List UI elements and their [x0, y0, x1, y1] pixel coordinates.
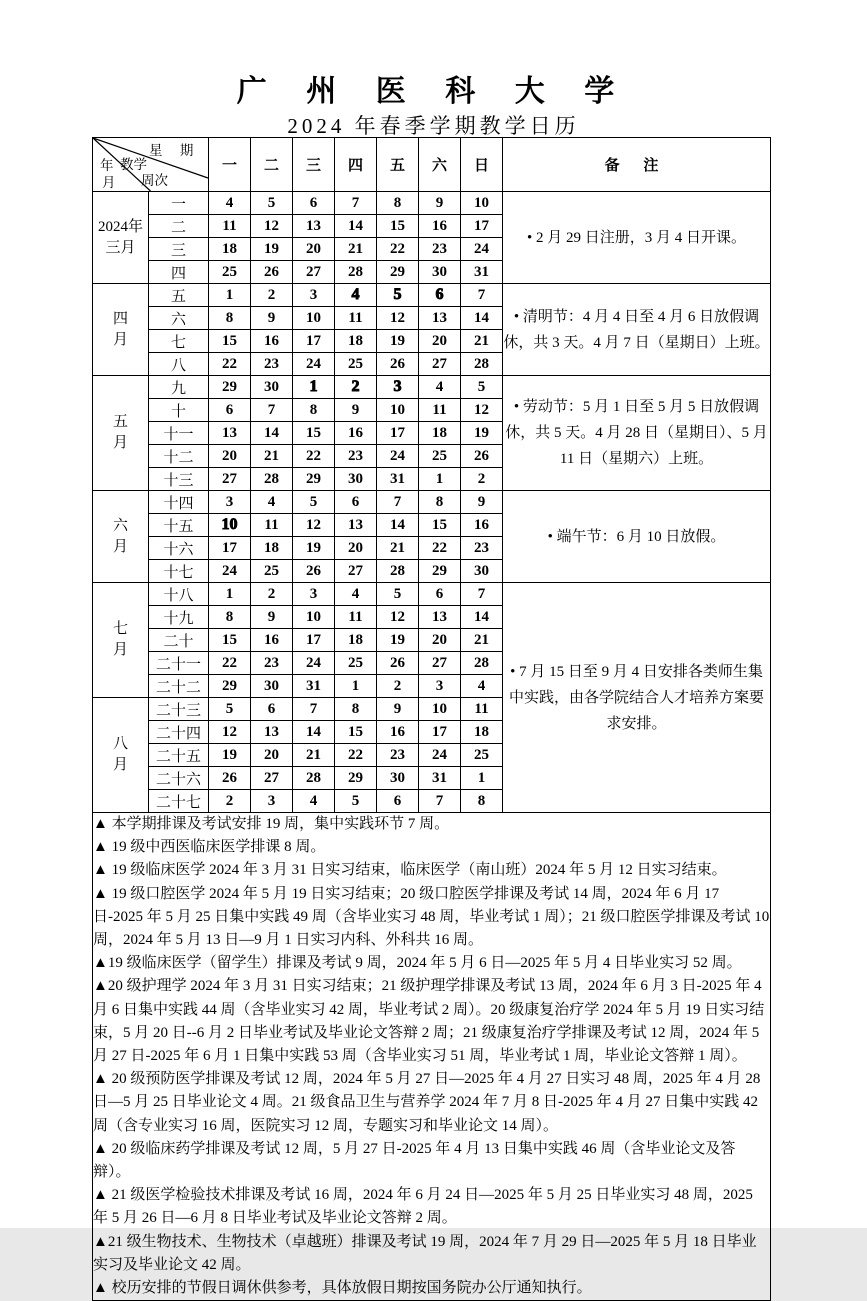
month-label: 2024年 三月 — [93, 192, 149, 284]
footnote-item: ▲ 本学期排课及考试安排 19 周，集中实践环节 7 周。 — [93, 816, 450, 832]
date-cell: 17 — [461, 215, 503, 238]
corner-teaching-label: 教学 — [120, 157, 147, 172]
date-cell: 14 — [461, 307, 503, 330]
date-cell: 24 — [419, 744, 461, 767]
footnote-item: ▲21 级生物技术、生物技术（卓越班）排课及考试 19 周，2024 年 7 月 29 日—2025 年 5 月 18 日毕业实习及毕业论文 42 周。 — [93, 1233, 757, 1273]
remark-cell: • 劳动节：5 月 1 日至 5 月 5 日放假调休，共 5 天。4 月 28 日（星期日）、5 月 11 日（星期六）上班。 — [503, 376, 771, 491]
date-cell: 28 — [335, 261, 377, 284]
date-cell: 26 — [251, 261, 293, 284]
date-cell: 29 — [209, 376, 251, 399]
date-cell: 25 — [335, 353, 377, 376]
teaching-week-number: 六 — [149, 307, 209, 330]
date-cell: 13 — [209, 422, 251, 445]
date-cell: 25 — [335, 652, 377, 675]
footnote-item: ▲19 级临床医学（留学生）排课及考试 9 周，2024 年 5 月 6 日—2025 年 5 月 4 日毕业实习 52 周。 — [93, 955, 742, 972]
date-cell: 10 — [293, 606, 335, 629]
date-cell: 2 — [251, 583, 293, 606]
date-cell: 19 — [377, 330, 419, 353]
date-cell: 26 — [461, 445, 503, 468]
month-label: 四 月 — [93, 284, 149, 376]
date-cell: 6 — [251, 698, 293, 721]
date-cell: 23 — [251, 652, 293, 675]
teaching-week-number: 二十三 — [149, 698, 209, 721]
date-cell: 13 — [293, 215, 335, 238]
date-cell: 26 — [209, 767, 251, 790]
date-cell: 7 — [335, 192, 377, 215]
date-cell: 18 — [335, 330, 377, 353]
date-cell: 4 — [209, 192, 251, 215]
date-cell: 31 — [419, 767, 461, 790]
date-cell: 1 — [209, 583, 251, 606]
date-cell: 22 — [293, 445, 335, 468]
teaching-week-number: 十五 — [149, 514, 209, 537]
date-cell: 22 — [377, 238, 419, 261]
date-cell: 13 — [335, 514, 377, 537]
date-cell: 11 — [209, 215, 251, 238]
date-cell: 12 — [209, 721, 251, 744]
date-cell: 25 — [251, 560, 293, 583]
teaching-week-number: 二十五 — [149, 744, 209, 767]
remark-cell: • 端午节：6 月 10 日放假。 — [503, 491, 771, 583]
date-cell: 3 — [293, 583, 335, 606]
date-cell: 7 — [377, 491, 419, 514]
date-cell: 23 — [419, 238, 461, 261]
date-cell: 30 — [251, 675, 293, 698]
teaching-week-number: 九 — [149, 376, 209, 399]
date-cell: 20 — [335, 537, 377, 560]
date-cell: 16 — [251, 629, 293, 652]
footnotes-cell — [93, 813, 771, 1301]
date-cell-holiday: 5 — [377, 284, 419, 307]
date-cell: 9 — [377, 698, 419, 721]
date-cell: 16 — [251, 330, 293, 353]
weekday-header-sat: 六 — [419, 138, 461, 192]
remark-cell: • 清明节：4 月 4 日至 4 月 6 日放假调休，共 3 天。4 月 7 日（星期日）上班。 — [503, 284, 771, 376]
date-cell: 18 — [209, 238, 251, 261]
date-cell: 24 — [377, 445, 419, 468]
date-cell: 3 — [251, 790, 293, 813]
teaching-week-number: 二十四 — [149, 721, 209, 744]
date-cell: 1 — [419, 468, 461, 491]
weekday-header-sun: 日 — [461, 138, 503, 192]
date-cell: 9 — [251, 307, 293, 330]
teaching-week-number: 二十 — [149, 629, 209, 652]
teaching-week-number: 一 — [149, 192, 209, 215]
footnotes-list — [93, 813, 770, 1300]
date-cell: 7 — [461, 583, 503, 606]
date-cell: 7 — [251, 399, 293, 422]
date-cell: 18 — [335, 629, 377, 652]
date-cell-holiday: 4 — [335, 284, 377, 307]
date-cell: 17 — [377, 422, 419, 445]
date-cell: 21 — [461, 330, 503, 353]
date-cell: 22 — [419, 537, 461, 560]
footnote-item: ▲ 20 级临床药学排课及考试 12 周，5 月 27 日-2025 年 4 月 13 日集中实践 46 周（含毕业论文及答辩）。 — [93, 1140, 736, 1181]
date-cell: 15 — [293, 422, 335, 445]
footnote-item: ▲ 20 级预防医学排课及考试 12 周，2024 年 5 月 27 日—2025 年 4 月 27 日实习 48 周，2025 年 4 月 28 日—5 月 25 日毕业论文 4 周。21 级食品卫生与营养学 2024 年 7 月 8 日-2025 年 4 月 27 日集中实践 42 周（含专业实习 16 周，医院实习 12 周，专题实习和毕业论文 14 周）。 — [93, 1071, 761, 1134]
date-cell: 30 — [251, 376, 293, 399]
date-cell: 29 — [377, 261, 419, 284]
date-cell: 17 — [209, 537, 251, 560]
date-cell: 26 — [377, 652, 419, 675]
date-cell: 19 — [209, 744, 251, 767]
teaching-week-number: 十六 — [149, 537, 209, 560]
date-cell: 27 — [251, 767, 293, 790]
date-cell: 18 — [461, 721, 503, 744]
date-cell: 8 — [335, 698, 377, 721]
date-cell: 8 — [209, 606, 251, 629]
date-cell: 21 — [335, 238, 377, 261]
teaching-week-number: 八 — [149, 353, 209, 376]
weekday-header-fri: 五 — [377, 138, 419, 192]
date-cell-holiday: 1 — [293, 376, 335, 399]
teaching-week-number: 四 — [149, 261, 209, 284]
date-cell: 7 — [293, 698, 335, 721]
date-cell: 25 — [461, 744, 503, 767]
teaching-week-number: 十 — [149, 399, 209, 422]
date-cell-holiday: 2 — [335, 376, 377, 399]
date-cell: 31 — [293, 675, 335, 698]
date-cell: 10 — [377, 399, 419, 422]
teaching-week-number: 十七 — [149, 560, 209, 583]
corner-year-label: 年 — [100, 158, 114, 173]
date-cell: 5 — [209, 698, 251, 721]
date-cell: 13 — [419, 606, 461, 629]
date-cell: 27 — [209, 468, 251, 491]
date-cell: 8 — [293, 399, 335, 422]
teaching-week-number: 二十七 — [149, 790, 209, 813]
date-cell: 26 — [377, 353, 419, 376]
remark-cell: • 7 月 15 日至 9 月 4 日安排各类师生集中实践，由各学院结合人才培养方案要求安排。 — [503, 583, 771, 813]
remark-cell: • 2 月 29 日注册，3 月 4 日开课。 — [503, 192, 771, 284]
date-cell: 1 — [335, 675, 377, 698]
date-cell: 29 — [335, 767, 377, 790]
month-label: 八 月 — [93, 698, 149, 813]
date-cell: 7 — [461, 284, 503, 307]
date-cell: 8 — [419, 491, 461, 514]
month-label: 六 月 — [93, 491, 149, 583]
date-cell: 22 — [335, 744, 377, 767]
date-cell: 21 — [293, 744, 335, 767]
date-cell: 8 — [377, 192, 419, 215]
weekday-header-tue: 二 — [251, 138, 293, 192]
date-cell: 16 — [419, 215, 461, 238]
date-cell: 16 — [335, 422, 377, 445]
date-cell: 19 — [461, 422, 503, 445]
date-cell: 27 — [419, 353, 461, 376]
teaching-week-number: 十二 — [149, 445, 209, 468]
date-cell: 2 — [251, 284, 293, 307]
month-label: 五 月 — [93, 376, 149, 491]
date-cell: 20 — [209, 445, 251, 468]
footnote-item: ▲ 19 级口腔医学 2024 年 5 月 19 日实习结束；20 级口腔医学排课及考试 14 周，2024 年 6 月 17 日-2025 年 5 月 25 日集中实践 49 周（含毕业实习 48 周，毕业考试 1 周）；21 级口腔医学排课及考试 10 周，2024 年 5 月 13 日—9 月 1 日实习内科、外科共 16 周。 — [93, 885, 770, 949]
date-cell: 24 — [209, 560, 251, 583]
date-cell: 23 — [251, 353, 293, 376]
date-cell: 11 — [419, 399, 461, 422]
date-cell-holiday: 3 — [377, 376, 419, 399]
teaching-week-number: 五 — [149, 284, 209, 307]
date-cell: 28 — [461, 652, 503, 675]
corner-cell — [93, 138, 209, 192]
date-cell: 3 — [209, 491, 251, 514]
date-cell: 21 — [461, 629, 503, 652]
date-cell: 16 — [377, 721, 419, 744]
date-cell: 27 — [419, 652, 461, 675]
header-row — [93, 138, 771, 192]
remarks-header: 备 注 — [503, 138, 771, 192]
date-cell: 10 — [293, 307, 335, 330]
date-cell: 15 — [335, 721, 377, 744]
teaching-week-number: 二十六 — [149, 767, 209, 790]
date-cell: 30 — [461, 560, 503, 583]
teaching-calendar-table — [92, 137, 771, 1301]
date-cell: 19 — [377, 629, 419, 652]
date-cell: 23 — [335, 445, 377, 468]
date-cell: 15 — [419, 514, 461, 537]
footnote-item: ▲ 校历安排的节假日调休供参考，具体放假日期按国务院办公厅通知执行。 — [93, 1280, 592, 1297]
date-cell: 7 — [419, 790, 461, 813]
date-cell: 13 — [251, 721, 293, 744]
date-cell: 11 — [335, 606, 377, 629]
date-cell: 9 — [419, 192, 461, 215]
date-cell: 9 — [461, 491, 503, 514]
date-cell: 15 — [209, 629, 251, 652]
corner-weekno-label: 周次 — [141, 173, 168, 188]
date-cell: 6 — [335, 491, 377, 514]
teaching-week-number: 十四 — [149, 491, 209, 514]
date-cell: 3 — [419, 675, 461, 698]
date-cell: 5 — [251, 192, 293, 215]
footnote-item: ▲ 21 级医学检验技术排课及考试 16 周，2024 年 6 月 24 日—2025 年 5 月 25 日毕业实习 48 周，2025 年 5 月 26 日—6 月 8 日毕业考试及毕业论文答辩 2 周。 — [93, 1187, 753, 1227]
date-cell: 21 — [251, 445, 293, 468]
date-cell: 4 — [293, 790, 335, 813]
date-cell: 17 — [419, 721, 461, 744]
date-cell: 24 — [293, 353, 335, 376]
date-cell: 1 — [209, 284, 251, 307]
date-cell: 14 — [293, 721, 335, 744]
date-cell: 11 — [335, 307, 377, 330]
date-cell: 29 — [209, 675, 251, 698]
date-cell: 15 — [377, 215, 419, 238]
date-cell: 24 — [461, 238, 503, 261]
date-cell: 18 — [419, 422, 461, 445]
teaching-week-number: 七 — [149, 330, 209, 353]
date-cell: 23 — [461, 537, 503, 560]
teaching-week-number: 二十一 — [149, 652, 209, 675]
date-cell: 14 — [335, 215, 377, 238]
date-cell: 25 — [209, 261, 251, 284]
date-cell: 31 — [377, 468, 419, 491]
university-title: 广 州 医 科 大 学 — [236, 75, 631, 108]
date-cell: 20 — [419, 330, 461, 353]
date-cell: 2 — [209, 790, 251, 813]
footnote-item: ▲ 19 级临床医学 2024 年 3 月 31 日实习结束，临床医学（南山班）2024 年 5 月 12 日实习结束。 — [93, 862, 727, 879]
date-cell: 30 — [377, 767, 419, 790]
calendar-subtitle: 2024 年春季学期教学日历 — [287, 114, 580, 138]
date-cell: 12 — [251, 215, 293, 238]
date-cell: 26 — [293, 560, 335, 583]
date-cell-holiday: 6 — [419, 284, 461, 307]
date-cell: 28 — [293, 767, 335, 790]
date-cell: 10 — [419, 698, 461, 721]
date-cell: 31 — [461, 261, 503, 284]
date-cell: 9 — [335, 399, 377, 422]
date-cell: 21 — [377, 537, 419, 560]
date-cell: 22 — [209, 353, 251, 376]
date-cell: 6 — [209, 399, 251, 422]
date-cell: 10 — [461, 192, 503, 215]
date-cell: 14 — [461, 606, 503, 629]
date-cell: 24 — [293, 652, 335, 675]
date-cell: 22 — [209, 652, 251, 675]
date-cell: 20 — [293, 238, 335, 261]
footnote-item: ▲20 级护理学 2024 年 3 月 31 日实习结束；21 级护理学排课及考试 13 周，2024 年 6 月 3 日-2025 年 4 月 6 日集中实践 44 周（含毕业实习 42 周，毕业考试 2 周）。20 级康复治疗学 2024 年 5 月 19 日实习结束，5 月 20 日--6 月 2 日毕业考试及毕业论文答辩 2 周；21 级康复治疗学排课及考试 12 周，2024 年 5 月 27 日-2025 年 6 月 1 日集中实践 53 周（含毕业实习 51 周，毕业考试 1 周，毕业论文答辩 1 周）。 — [93, 978, 765, 1065]
date-cell: 6 — [377, 790, 419, 813]
date-cell: 18 — [251, 537, 293, 560]
date-cell: 20 — [419, 629, 461, 652]
date-cell: 5 — [293, 491, 335, 514]
date-cell: 14 — [377, 514, 419, 537]
week-row — [93, 284, 771, 307]
date-cell: 28 — [377, 560, 419, 583]
date-cell: 4 — [335, 583, 377, 606]
date-cell: 6 — [293, 192, 335, 215]
date-cell: 29 — [419, 560, 461, 583]
week-row — [93, 192, 771, 215]
date-cell: 19 — [293, 537, 335, 560]
teaching-week-number: 十三 — [149, 468, 209, 491]
corner-weekday-label: 星 期 — [149, 143, 201, 158]
date-cell: 11 — [461, 698, 503, 721]
date-cell: 16 — [461, 514, 503, 537]
date-cell: 29 — [293, 468, 335, 491]
corner-month-label: 月 — [102, 175, 116, 190]
date-cell: 4 — [461, 675, 503, 698]
date-cell: 25 — [419, 445, 461, 468]
date-cell: 8 — [461, 790, 503, 813]
weekday-header-mon: 一 — [209, 138, 251, 192]
date-cell: 27 — [293, 261, 335, 284]
date-cell: 8 — [209, 307, 251, 330]
date-cell: 17 — [293, 629, 335, 652]
date-cell: 2 — [461, 468, 503, 491]
week-row — [93, 376, 771, 399]
date-cell: 12 — [293, 514, 335, 537]
date-cell: 23 — [377, 744, 419, 767]
calendar-body — [93, 192, 771, 813]
date-cell: 11 — [251, 514, 293, 537]
date-cell: 2 — [377, 675, 419, 698]
date-cell: 4 — [419, 376, 461, 399]
date-cell: 12 — [377, 606, 419, 629]
date-cell: 19 — [251, 238, 293, 261]
date-cell: 28 — [251, 468, 293, 491]
date-cell: 30 — [335, 468, 377, 491]
week-row — [93, 583, 771, 606]
weekday-header-thu: 四 — [335, 138, 377, 192]
teaching-week-number: 十九 — [149, 606, 209, 629]
date-cell: 30 — [419, 261, 461, 284]
date-cell: 27 — [335, 560, 377, 583]
date-cell: 15 — [209, 330, 251, 353]
date-cell: 12 — [461, 399, 503, 422]
teaching-week-number: 二十二 — [149, 675, 209, 698]
date-cell: 4 — [251, 491, 293, 514]
date-cell: 14 — [251, 422, 293, 445]
teaching-week-number: 二 — [149, 215, 209, 238]
teaching-week-number: 十一 — [149, 422, 209, 445]
date-cell: 1 — [461, 767, 503, 790]
date-cell: 5 — [335, 790, 377, 813]
date-cell: 5 — [377, 583, 419, 606]
date-cell: 17 — [293, 330, 335, 353]
date-cell: 12 — [377, 307, 419, 330]
date-cell: 20 — [251, 744, 293, 767]
teaching-week-number: 十八 — [149, 583, 209, 606]
date-cell-holiday: 10 — [209, 514, 251, 537]
date-cell: 5 — [461, 376, 503, 399]
date-cell: 28 — [461, 353, 503, 376]
footnote-item: ▲ 19 级中西医临床医学排课 8 周。 — [93, 839, 326, 856]
date-cell: 9 — [251, 606, 293, 629]
teaching-week-number: 三 — [149, 238, 209, 261]
date-cell: 3 — [293, 284, 335, 307]
week-row — [93, 491, 771, 514]
footnote-row — [93, 813, 771, 1301]
weekday-header-wed: 三 — [293, 138, 335, 192]
date-cell: 13 — [419, 307, 461, 330]
date-cell: 6 — [419, 583, 461, 606]
month-label: 七 月 — [93, 583, 149, 698]
